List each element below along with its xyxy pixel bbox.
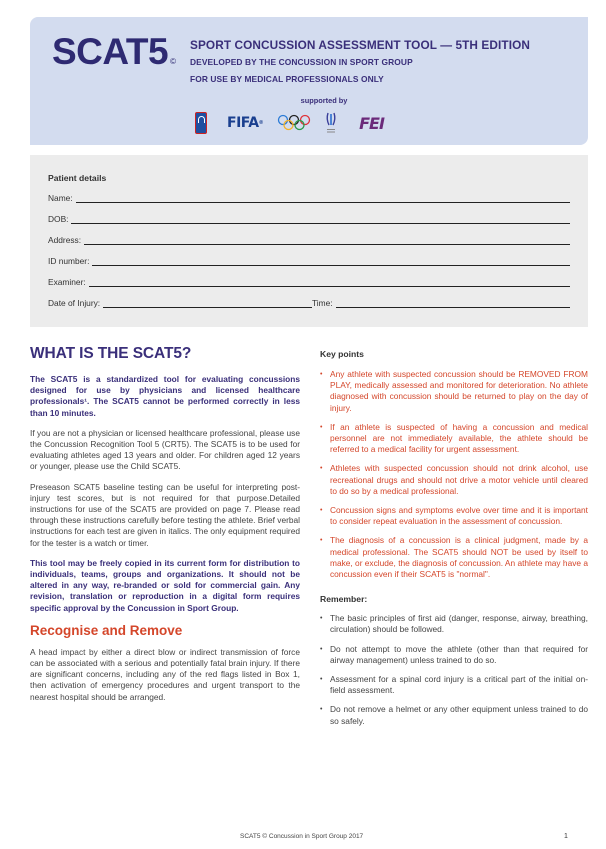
time-label: Time: bbox=[312, 298, 333, 308]
date-of-injury-input[interactable] bbox=[103, 298, 312, 308]
footer-copyright: SCAT5 © Concussion in Sport Group 2017 bbox=[240, 833, 364, 840]
crt5-paragraph: If you are not a physician or licensed healthcare professional, please use the Concussion Recognition Tool 5 (CRT5). The SCAT5 is to be used for evaluating athletes aged 13 years and older. For children aged 12 years or younger, please use the Child SCAT5. bbox=[30, 427, 300, 472]
name-field[interactable] bbox=[48, 193, 570, 203]
list-item: • The diagnosis of a concussion is a clinical judgment, made by a medical professional. The SCAT5 should NOT be used by itself to make, or exclude, the diagnosis of concussion. An athlete may have a concussion even if their SCAT5 is "normal". bbox=[320, 535, 588, 580]
key-points-list bbox=[320, 369, 588, 580]
dob-field[interactable] bbox=[48, 214, 570, 224]
dob-label: DOB: bbox=[48, 214, 69, 224]
fei-logo-icon: FEI bbox=[359, 113, 384, 133]
remember-title: Remember: bbox=[320, 594, 368, 605]
document-title: SPORT CONCUSSION ASSESSMENT TOOL — 5TH EDITION bbox=[190, 38, 530, 52]
olympic-rings-icon bbox=[277, 111, 311, 135]
list-item: • Athletes with suspected concussion should not drink alcohol, use recreational drugs and should not drive a motor vehicle until cleared to do so by a medical professional. bbox=[320, 463, 588, 497]
supported-by-label: supported by bbox=[300, 96, 348, 105]
list-item: • Do not attempt to move the athlete (other than that required for airway management) unless trained to do so. bbox=[320, 644, 588, 666]
recognise-remove-heading: Recognise and Remove bbox=[30, 622, 183, 638]
left-column bbox=[30, 345, 300, 712]
id-number-input[interactable] bbox=[92, 256, 570, 266]
patient-details-title: Patient details bbox=[48, 173, 107, 183]
dob-input[interactable] bbox=[71, 214, 570, 224]
id-number-field[interactable] bbox=[48, 256, 570, 266]
page-number: 1 bbox=[564, 833, 568, 840]
examiner-field[interactable] bbox=[48, 277, 570, 287]
scat5-logo: SCAT5 © bbox=[52, 31, 176, 72]
list-item: • The basic principles of first aid (danger, response, airway, breathing, circulation) should be followed. bbox=[320, 613, 588, 635]
address-field[interactable] bbox=[48, 235, 570, 245]
recognise-paragraph: A head impact by either a direct blow or indirect transmission of force can be associated with a serious and potentially fatal brain injury. If there are significant concerns, including any of the red flags listed in Box 1, then activation of emergency procedures and urgent transport to the nearest hospital should be arranged. bbox=[30, 646, 300, 702]
time-input[interactable] bbox=[336, 298, 570, 308]
name-input[interactable] bbox=[76, 193, 570, 203]
id-number-label: ID number: bbox=[48, 256, 90, 266]
date-of-injury-field[interactable] bbox=[48, 298, 312, 308]
fifa-logo-icon: FIFA ® bbox=[227, 115, 264, 131]
intro-paragraph: The SCAT5 is a standardized tool for evaluating concussions designed for use by physicians and licensed healthcare professionals¹. The SCAT5 cannot be performed correctly in less than 10 minutes. bbox=[30, 374, 300, 418]
list-item: • Do not remove a helmet or any other equipment unless trained to do so safely. bbox=[320, 704, 588, 726]
what-is-heading: WHAT IS THE SCAT5? bbox=[30, 345, 192, 362]
patient-details-panel bbox=[30, 155, 588, 327]
header-text bbox=[190, 38, 530, 84]
baseline-paragraph: Preseason SCAT5 baseline testing can be useful for interpreting post-injury test scores, but is not required for that purpose.Detailed instructions for use of the SCAT5 are provided on page 7. Please read through these instructions carefully before testing the athlete. Brief verbal instructions for each test are given in italics. The only equipment required for the tester is a watch or timer. bbox=[30, 481, 300, 548]
sponsor-logos bbox=[195, 111, 384, 135]
copyright-mark: © bbox=[170, 57, 176, 66]
list-item: • Assessment for a spinal cord injury is a critical part of the initial on-field assessment. bbox=[320, 674, 588, 696]
address-input[interactable] bbox=[84, 235, 570, 245]
remember-list bbox=[320, 613, 588, 727]
document-audience: FOR USE BY MEDICAL PROFESSIONALS ONLY bbox=[190, 74, 384, 84]
time-field[interactable] bbox=[312, 298, 570, 308]
date-of-injury-label: Date of Injury: bbox=[48, 298, 101, 308]
name-label: Name: bbox=[48, 193, 73, 203]
document-subtitle: DEVELOPED BY THE CONCUSSION IN SPORT GROUP bbox=[190, 57, 413, 67]
address-label: Address: bbox=[48, 235, 82, 245]
examiner-input[interactable] bbox=[89, 277, 570, 287]
iihf-logo-icon bbox=[195, 112, 207, 134]
title-banner bbox=[30, 17, 588, 145]
list-item: • Any athlete with suspected concussion should be REMOVED FROM PLAY, medically assessed and monitored for deterioration. No athlete diagnosed with concussion should be returned to play on the day of injury. bbox=[320, 369, 588, 414]
world-rugby-logo-icon bbox=[325, 111, 337, 135]
key-points-title: Key points bbox=[320, 349, 364, 359]
copyright-paragraph: This tool may be freely copied in its current form for distribution to individuals, teams, groups and organizations. It should not be altered in any way, re-branded or sold for commercial gain. Any revision, translation or reproduction in a digital form requires specific approval by the Concussion in Sport Group. bbox=[30, 557, 300, 613]
right-column bbox=[320, 349, 588, 735]
list-item: • Concussion signs and symptoms evolve over time and it is important to consider repeat evaluation in the assessment of concussion. bbox=[320, 505, 588, 527]
list-item: • If an athlete is suspected of having a concussion and medical personnel are not immediately available, the athlete should be referred to a medical facility for urgent assessment. bbox=[320, 422, 588, 456]
examiner-label: Examiner: bbox=[48, 277, 86, 287]
